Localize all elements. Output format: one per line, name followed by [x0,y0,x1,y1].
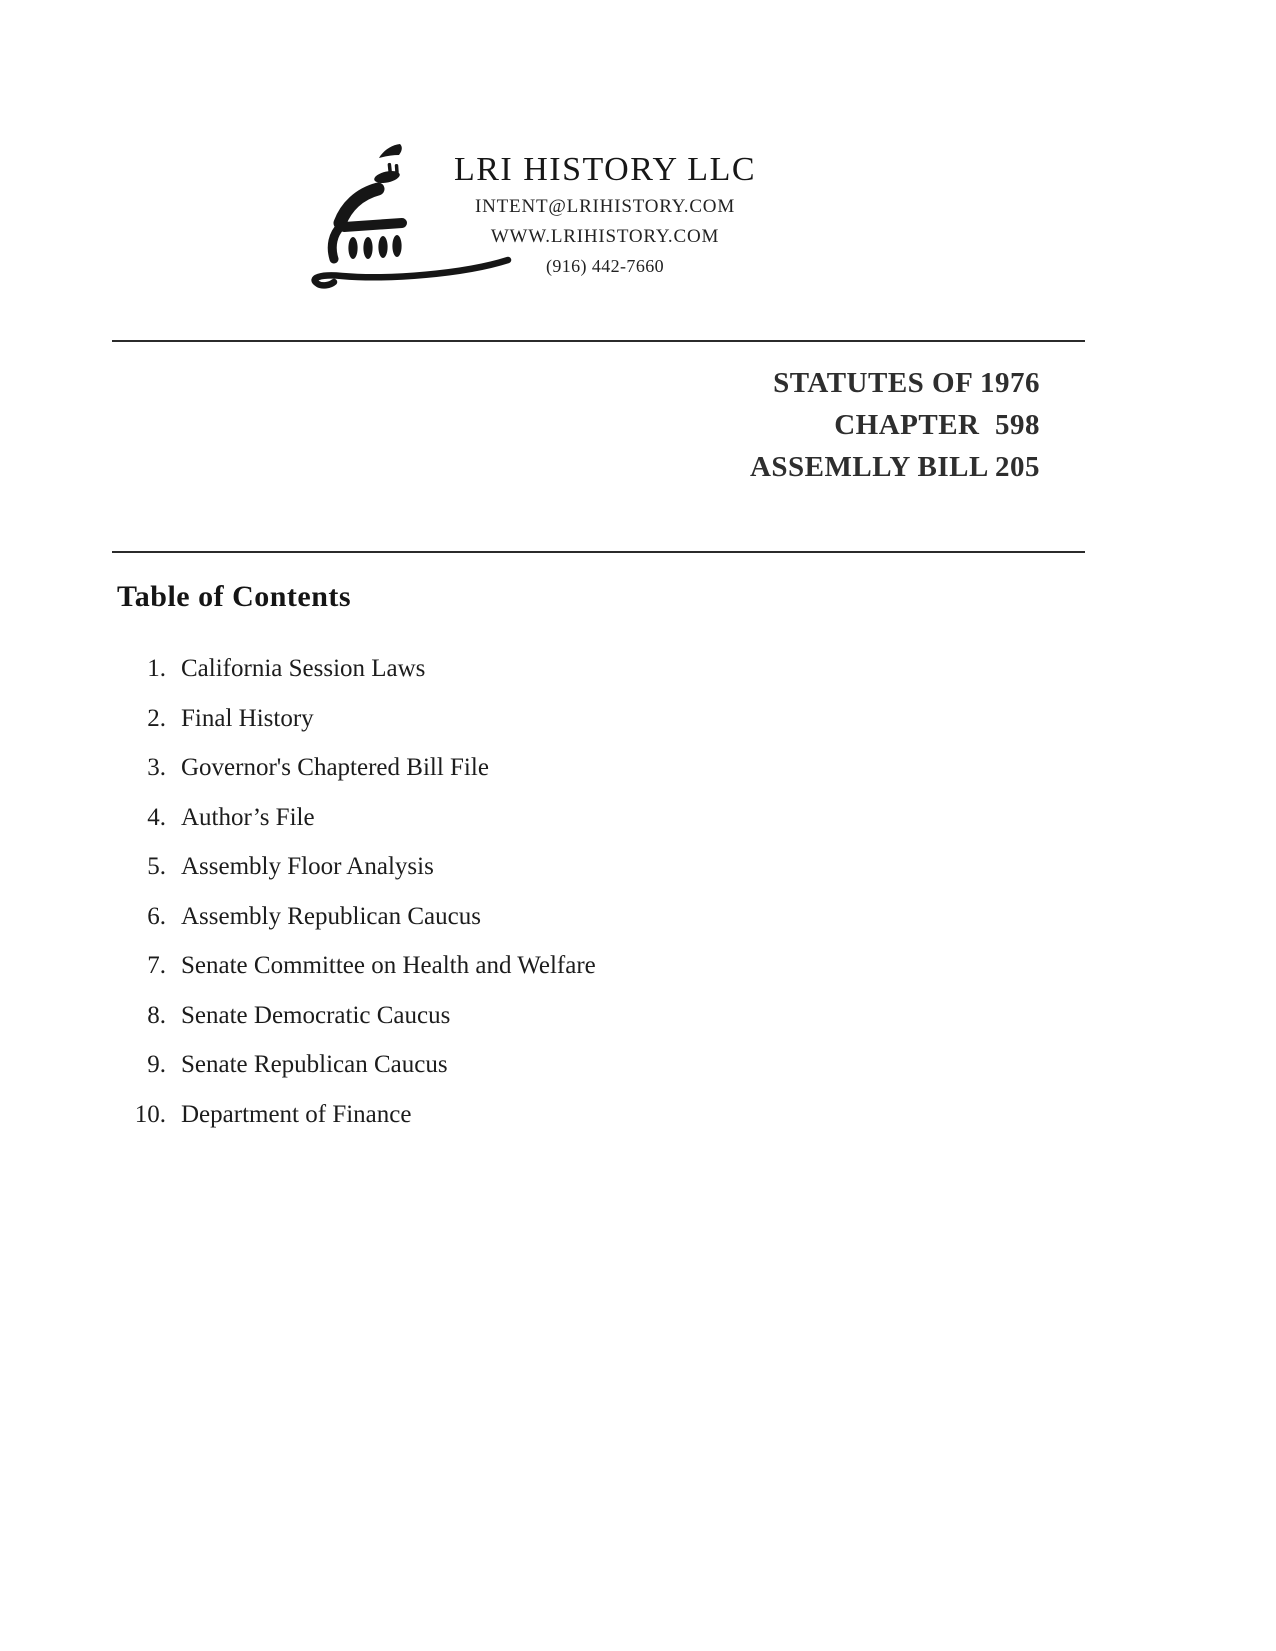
toc-item-number: 10. [134,1100,166,1128]
toc-item-label: Assembly Republican Caucus [181,902,481,930]
toc-item [116,892,916,942]
toc-item-number: 9. [147,1051,166,1078]
letterhead [440,148,770,281]
statute-reference-block [750,362,1040,488]
toc-item-label: Senate Democratic Caucus [181,1001,451,1029]
toc-item-label: California Session Laws [181,655,426,682]
toc-item-label: Senate Republican Caucus [181,1051,448,1078]
toc-item-label: Author’s File [181,803,315,831]
toc-item [116,743,916,793]
divider-line-top [112,340,1085,342]
toc-item-number: 6. [147,902,166,930]
toc-item-label: Final History [181,704,314,732]
company-phone: (916) 442-7660 [545,256,665,276]
toc-list [116,644,916,1139]
chapter-line: CHAPTER 598 [834,409,1040,441]
toc-item-number: 4. [147,803,166,831]
statutes-year-line: STATUTES OF 1976 [773,367,1040,399]
toc-item [116,694,916,744]
toc-item-number: 5. [147,853,166,880]
toc-item [116,793,916,843]
toc-item-label: Assembly Floor Analysis [181,853,434,880]
company-name: LRI HISTORY LLC [453,151,757,188]
toc-item-label: Senate Committee on Health and Welfare [181,952,596,979]
toc-item-label: Governor's Chaptered Bill File [181,754,489,781]
divider-line-bottom [112,551,1085,553]
toc-item-label: Department of Finance [181,1100,412,1128]
toc-item-number: 3. [147,754,166,781]
toc-item [116,941,916,991]
toc-item [116,991,916,1041]
toc-item-number: 8. [147,1001,166,1029]
company-website: WWW.LRIHISTORY.COM [490,226,720,247]
company-email: INTENT@LRIHISTORY.COM [474,196,736,217]
assembly-bill-line: ASSEMLLY BILL 205 [749,451,1040,483]
toc-item-number: 2. [147,704,166,732]
toc-item-number: 1. [147,655,166,682]
toc-item [116,644,916,694]
toc-item [116,1090,916,1140]
toc-item-number: 7. [147,952,166,979]
toc-item [116,842,916,892]
toc-heading: Table of Contents [117,580,352,613]
toc-item [116,1040,916,1090]
